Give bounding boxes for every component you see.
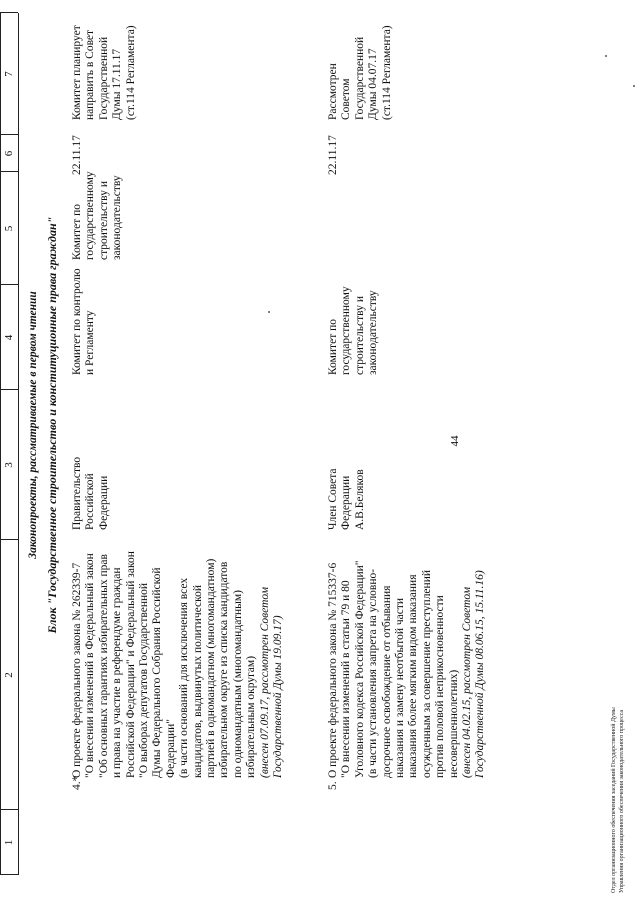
status-line: направить в Совет: [84, 29, 97, 120]
description-line: наказания более мягким видом наказания: [407, 574, 420, 778]
initiator-line: А.В.Беляков: [353, 469, 366, 530]
description-line: несовершеннолетних): [447, 669, 460, 778]
submission-note: Государственной Думы 19.09.17): [272, 615, 285, 778]
scan-speck: [605, 55, 607, 57]
footer-line: Отдел организационного обеспечения заседаний Государственной Думы: [611, 707, 617, 893]
scan-speck: [633, 85, 635, 87]
initiator-line: Федерации: [97, 475, 110, 530]
header-top-rule: [0, 13, 1, 875]
row-status: [71, 8, 138, 120]
initiator-line: Член Совета: [327, 468, 339, 530]
description-line: Уголовного кодекса Российской Федерации": [353, 560, 366, 778]
description-line: Федерации": [164, 718, 177, 778]
description-line: "О выборах депутатов Государственной: [138, 582, 151, 778]
column-number-6: 6: [3, 150, 15, 157]
coexecutor-line: Комитет по: [71, 204, 83, 260]
description-line: по одномандатным (многомандатным): [231, 589, 244, 778]
description-line: (в части установления запрета на условно-: [367, 568, 380, 778]
row-responsible-committee: [71, 265, 98, 375]
description-line: "О внесении изменений в Федеральный закон: [84, 553, 97, 778]
responsible-line: законодательству: [367, 290, 380, 375]
status-line: Думы 04.07.17: [367, 48, 380, 120]
submission-note: (внесен 04.02.15, рассмотрен Советом: [461, 586, 474, 778]
row-date: 22.11.17: [71, 135, 83, 175]
description-line: "О внесении изменений в статьи 79 и 80: [340, 580, 353, 778]
initiator-line: Правительство: [71, 456, 83, 530]
status-line: Государственной: [353, 36, 366, 120]
footer: [610, 707, 626, 893]
description-line: (в части оснований для исключения всех: [178, 577, 191, 778]
description-line: досрочное освобождение от отбывания: [380, 585, 393, 778]
status-line: (ст.114 Регламента): [124, 25, 137, 120]
row-status: [327, 8, 394, 120]
responsible-line: государственному: [340, 286, 353, 375]
description-line: осужденным за совершение преступлений: [420, 570, 433, 778]
row-initiator: [71, 395, 111, 530]
description-line: и права на участие в референдуме граждан: [111, 567, 124, 778]
description-line: партией в одномандатном (многомандатном): [205, 558, 218, 778]
status-line: Государственной: [97, 36, 110, 120]
status-line: Советом: [340, 78, 353, 120]
row-number: 5.: [327, 781, 339, 790]
column-number-3: 3: [3, 462, 15, 468]
row-responsible-committee: [327, 265, 381, 375]
responsible-line: Комитет по контролю: [71, 268, 83, 375]
responsible-line: строительству и: [353, 296, 366, 375]
row-number: 4.*: [71, 775, 83, 790]
responsible-line: и Регламенту: [84, 310, 97, 375]
description-line: Российской Федерации" и Федеральный закон: [124, 551, 137, 778]
description-line: "Об основных гарантиях избирательных прав: [97, 554, 110, 778]
row-date: 22.11.17: [327, 135, 339, 175]
row-initiator: [327, 395, 367, 530]
description-line: против половой неприкосновенности: [434, 595, 447, 778]
initiator-line: Российской: [84, 473, 97, 530]
submission-note: (внесен 07.09.17, рассмотрен Советом: [258, 586, 271, 778]
column-number-1: 1: [3, 839, 15, 846]
coexecutor-line: законодательству: [111, 175, 124, 260]
page-number: 44: [449, 435, 461, 447]
block-title: Блок "Государственное строительство и конституционные права граждан": [45, 216, 59, 634]
status-line: Рассмотрен: [327, 63, 339, 120]
scan-speck: [268, 311, 270, 313]
status-line: Думы 17.11.17: [111, 48, 124, 120]
status-line: Комитет планирует: [71, 25, 83, 120]
description-line: избирательным округам): [245, 655, 258, 778]
row-description: [71, 528, 286, 778]
header-bottom-rule: [18, 13, 19, 875]
section-title: Законопроекты, рассматриваемые в первом чтении: [27, 291, 39, 559]
initiator-line: Федерации: [340, 475, 353, 530]
coexecutor-line: строительству и: [97, 181, 110, 260]
column-number-7: 7: [3, 71, 15, 77]
column-number-5: 5: [3, 225, 15, 232]
description-line: О проекте федерального закона № 262339-7: [71, 562, 83, 778]
footer-line: Управления организационного обеспечения законодательного процесса: [619, 709, 625, 893]
description-line: избирательном округе из списка кандидатов: [218, 561, 231, 778]
description-line: наказания и замену неотбытой части: [394, 597, 407, 778]
column-number-4: 4: [3, 334, 15, 341]
submission-note: Государственной Думы 08.06.15, 15.11.16): [474, 570, 487, 778]
description-line: Думы Федерального Собрания Российской: [151, 567, 164, 778]
responsible-line: Комитет по: [327, 319, 339, 375]
column-number-2: 2: [3, 672, 15, 678]
row-description: [327, 528, 488, 778]
description-line: О проекте федерального закона № 715337-6: [327, 562, 339, 778]
status-line: (ст.114 Регламента): [380, 25, 393, 120]
description-line: кандидатов, выдвинутых политической: [191, 584, 204, 778]
coexecutor-line: государственному: [84, 171, 97, 260]
row-coexecutor-committee: [71, 160, 125, 260]
